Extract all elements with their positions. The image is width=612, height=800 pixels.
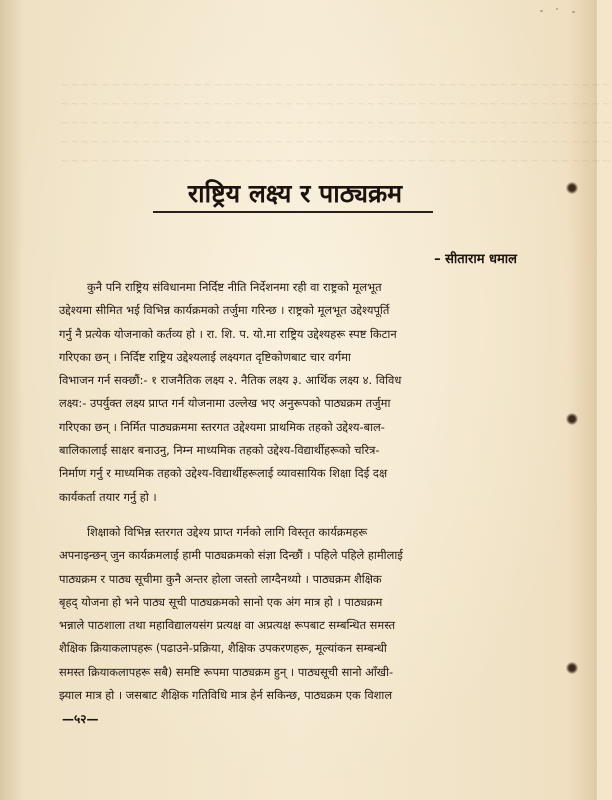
bleed-through-text: ~~~~~~~~~~~~~~~~~~~~~~~~~~~~~~~~~~~~~~~~~~~~~~~~~~~~~~ ~~~~~~~~~~~~~~~~~~~~~~~~~~~~~~~~~~~~~~~~~~~~~~~~~~~~~~ ~~~~~~~~~~~~~~~~~~~~~~~~~~~~~~~~~~~~~~~~~~~~~~~~~~~~~~ ~~~~~~~~~~~~~~~~~~~~~~~~~~~~~~~~~~~~~~~~~~~~~~~~~~~~~~ ~~~~~~~~~~~~~~~~~~~~~~~~~~~~~~~~~~~~~~~~~~~~~~~~~~~~~~: [60, 78, 612, 167]
text-line: विभाजन गर्न सक्छौं:- १ राजनैतिक लक्ष्य २. नैतिक लक्ष्य ३. आर्थिक लक्ष्य ४. विविध: [59, 373, 402, 388]
paper-speck: [572, 11, 575, 13]
text-line: कुनै पनि राष्ट्रिय संविधानमा निर्दिष्ट नीति निर्देशनमा रही वा राष्ट्रको मूलभूत: [87, 280, 382, 294]
title-underline: [153, 211, 433, 213]
text-line: अपनाइन्छन् जुन कार्यक्रमलाई हामी पाठ्यक्रमको संज्ञा दिन्छौं । पहिले पहिले हामीलाई: [59, 548, 403, 563]
paragraph-1: [59, 276, 521, 509]
text-line: भन्नाले पाठशाला तथा महाविद्यालयसंग प्रत्यक्ष वा अप्रत्यक्ष रूपबाट सम्बन्धित समस्त: [59, 618, 396, 633]
text-line: लक्ष्य:- उपर्युक्त लक्ष्य प्राप्त गर्न योजनामा उल्लेख भए अनुरूपको पाठ्यक्रम तर्जुमा: [59, 396, 391, 411]
text-line: पाठ्यक्रम र पाठ्य सूचीमा कुनै अन्तर होला जस्तो लाग्दैनथ्यो । पाठ्यक्रम शैक्षिक: [59, 571, 382, 586]
text-line: निर्माण गर्नु र माध्यमिक तहको उद्देश्य-विद्यार्थीहरूलाई व्यावसायिक शिक्षा दिई दक्ष: [59, 466, 388, 481]
text-line: गरिएका छन् । निर्दिष्ट राष्ट्रिय उद्देश्यलाई लक्ष्यगत दृष्टिकोणबाट चार वर्गमा: [59, 349, 351, 364]
text-line: गरिएका छन् । निर्मित पाठ्यक्रममा स्तरगत उद्देश्यमा प्राथमिक तहको उद्देश्य-बाल-: [59, 419, 385, 434]
binding-hole-top: [566, 182, 578, 194]
text-line: उद्देश्यमा सीमित भई विभिन्न कार्यक्रमको तर्जुमा गरिन्छ । राष्ट्रको मूलभूत उद्देश्यपूर्ति: [59, 303, 390, 318]
paper-speck: [540, 10, 543, 12]
text-line: झ्याल मात्र हो । जसबाट शैक्षिक गतिविधि मात्र हेर्न सकिन्छ, पाठ्यक्रम एक विशाल: [59, 688, 393, 703]
text-line: समस्त क्रियाकलापहरू सबै) समष्टि रूपमा पाठ्यक्रम हुन् । पाठ्यसूची सानो आँखी-: [59, 664, 394, 679]
page-number: —५२—: [62, 712, 99, 726]
paragraph-2: [59, 521, 521, 707]
binding-hole-middle: [566, 413, 578, 425]
binding-hole-bottom: [566, 662, 578, 674]
text-line: बालिकालाई साक्षर बनाउनु, निम्न माध्यमिक तहको उद्देश्य-विद्यार्थीहरूको चरित्र-: [59, 443, 380, 458]
text-line: गर्नु नै प्रत्येक योजनाको कर्तव्य हो । रा. शि. प. यो.मा राष्ट्रिय उद्देश्यहरू स्पष्ट किटान: [59, 326, 397, 341]
text-line: बृहद् योजना हो भने पाठ्य सूची पाठ्यक्रमको सानो एक अंग मात्र हो । पाठ्यक्रम: [59, 594, 383, 609]
paper-speck: [556, 8, 558, 10]
text-line: शिक्षाको विभिन्न स्तरगत उद्देश्य प्राप्त गर्नको लागि विस्तृत कार्यक्रमहरू: [87, 524, 368, 539]
article-title: राष्ट्रिय लक्ष्य र पाठ्यक्रम: [187, 179, 403, 208]
author-byline: – सीताराम धमाल: [434, 252, 517, 267]
article-body: [59, 276, 521, 707]
text-line: शैक्षिक क्रियाकलापहरू (पढाउने-प्रक्रिया, शैक्षिक उपकरणहरू, मूल्यांकन सम्बन्धी: [59, 641, 387, 656]
text-line: कार्यकर्ता तयार गर्नु हो ।: [59, 489, 157, 504]
